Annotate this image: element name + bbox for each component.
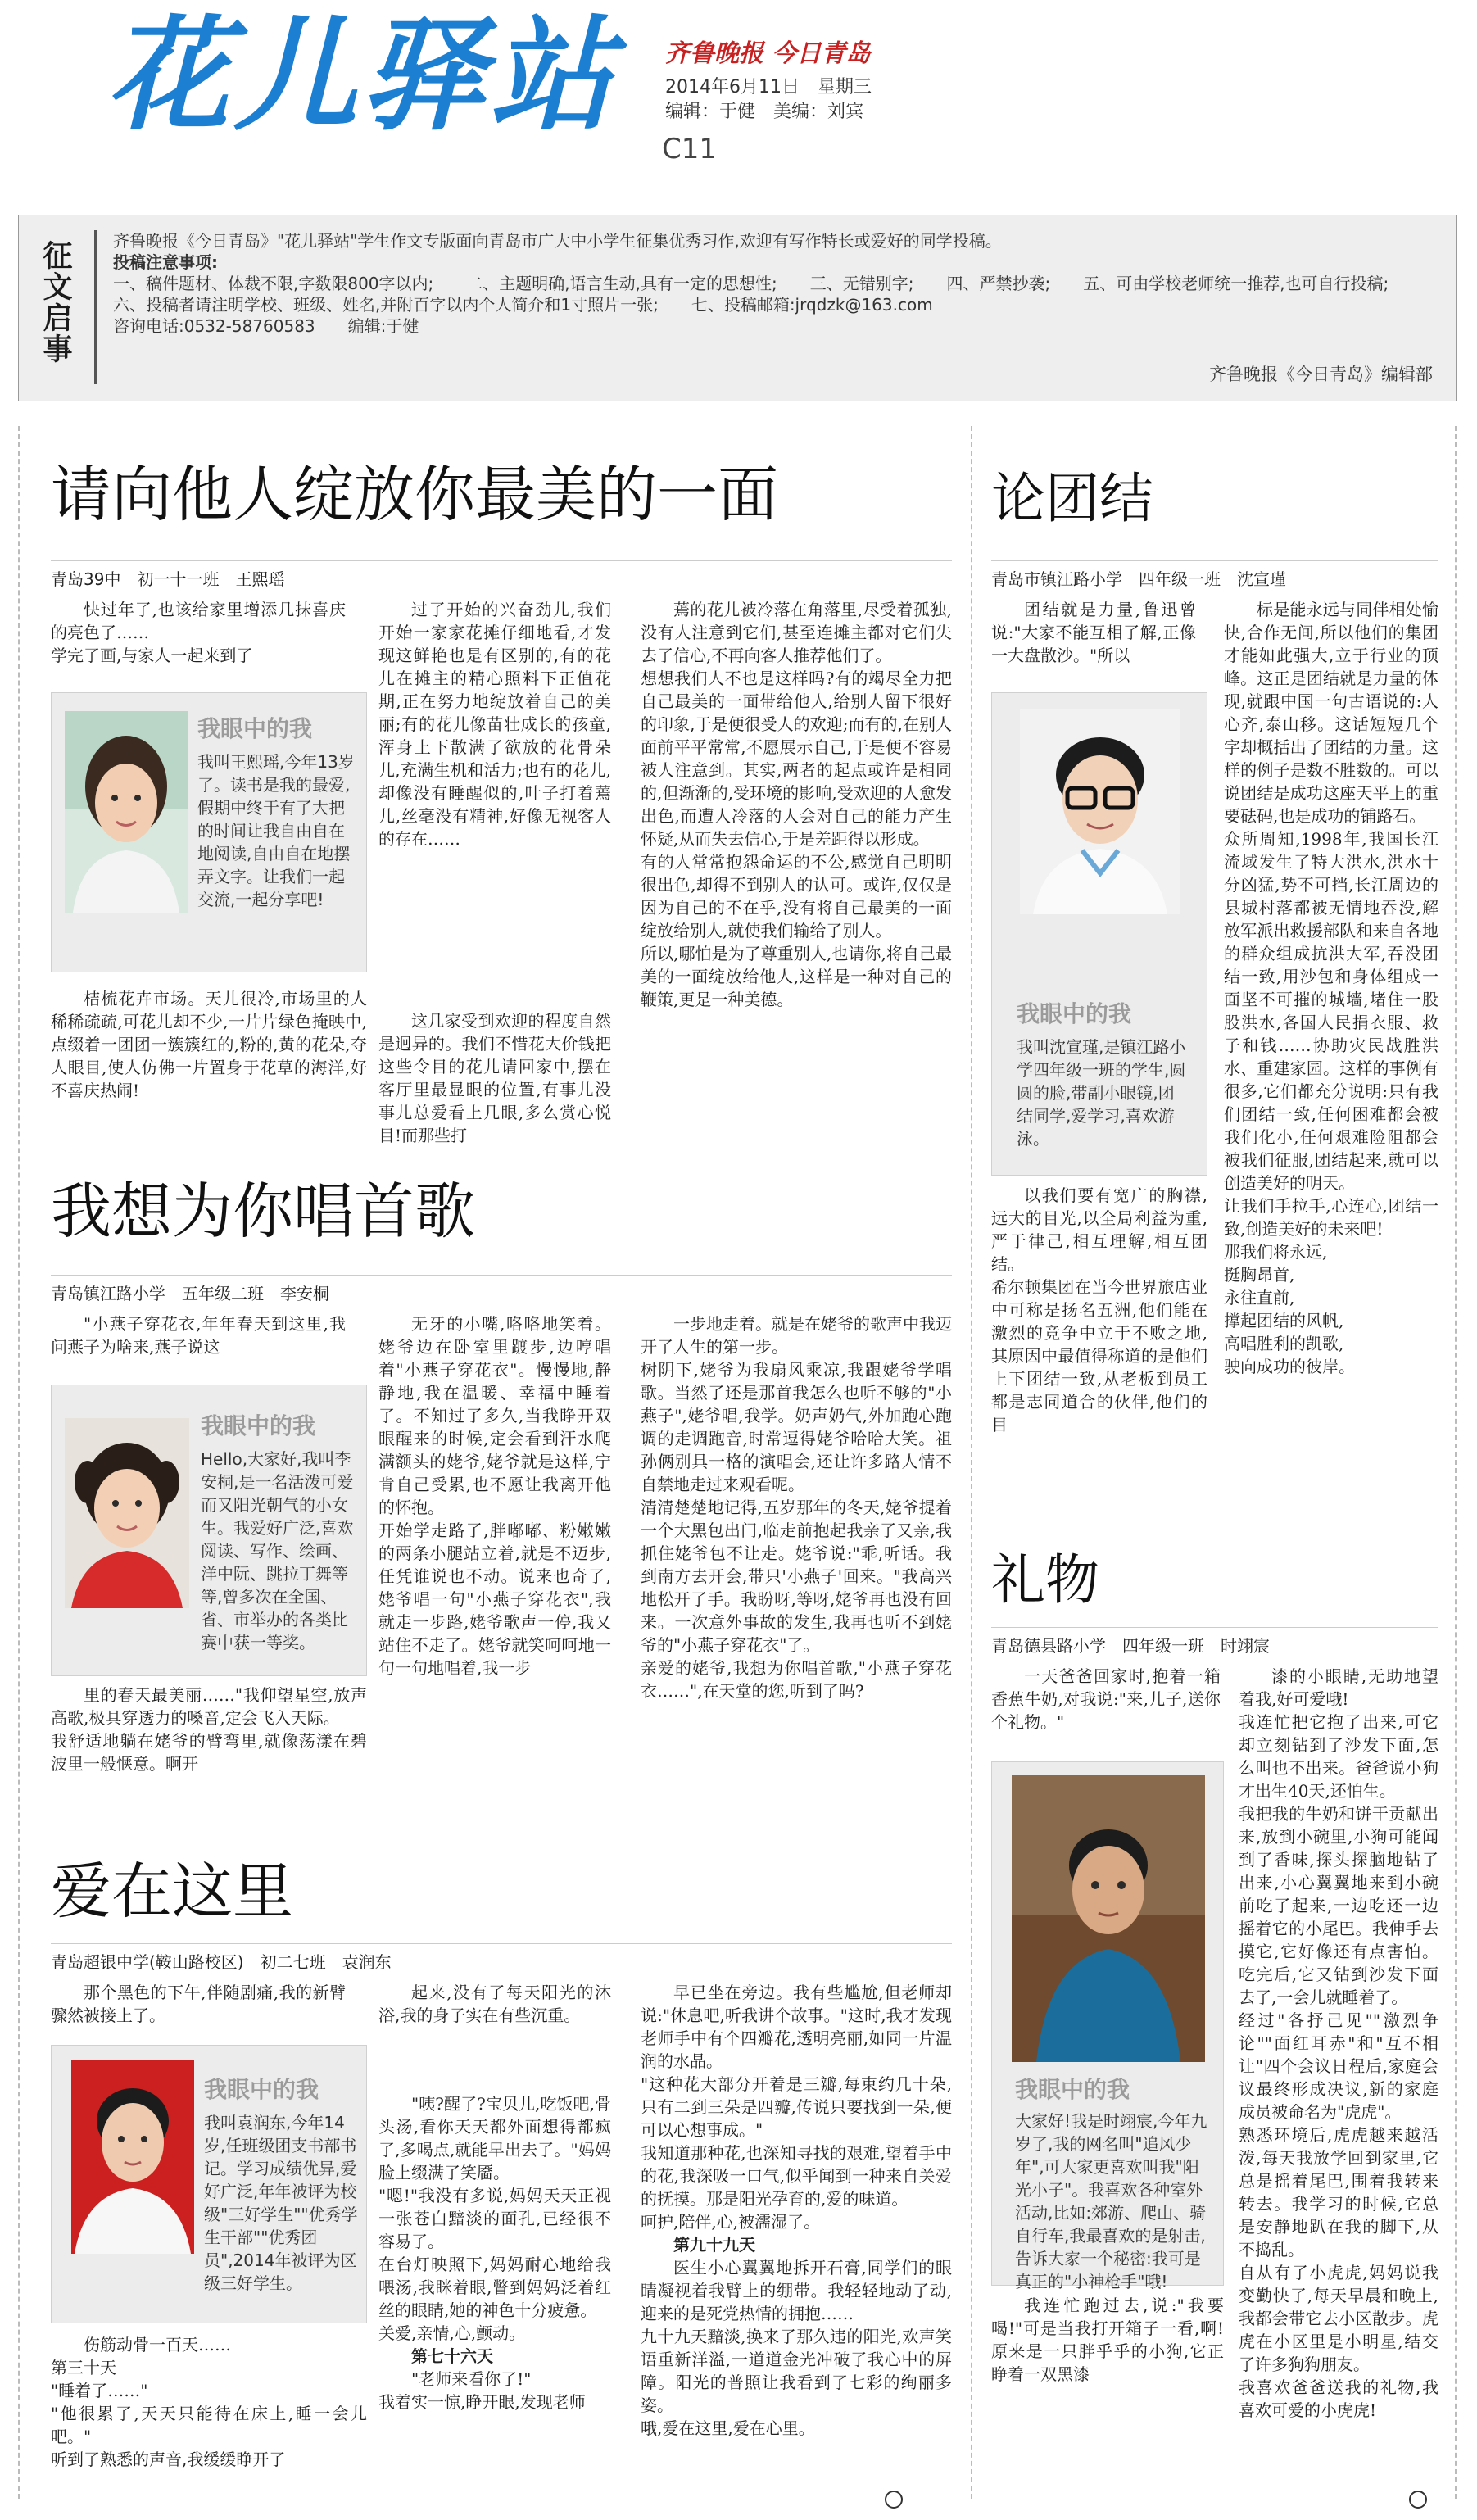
article-text [51,1981,346,2050]
article-text [641,1981,952,2497]
paragraph: 团结就是力量,鲁迅曾说:"大家不能互相了解,正像一大盘散沙。"所以 [991,600,1196,665]
notice-signature: 齐鲁晚报《今日青岛》编辑部 [1209,365,1433,384]
profile-heading: 我眼中的我 [204,2076,319,2103]
article-text [1224,598,1438,1532]
notice-line: 一、稿件题材、体裁不限,字数限800字以内; 二、主题明确,语言生动,具有一定的思想性; 三、无错别字; 四、严禁抄袭; 五、可由学校老师统一推荐,也可自行投稿; [113,274,1389,293]
newspaper-name: 齐鲁晚报 今日青岛 [665,39,871,68]
paragraph: 医生小心翼翼地拆开石膏,同学们的眼睛凝视着我臂上的绷带。我轻轻地动了动,迎来的是死党热情的拥抱…… 九十九天黯淡,换来了那久违的阳光,欢声笑语重新洋溢,一道道金光冲破了我心中的屏障。阳光的普照让我看到了七彩的绚丽多姿。 哦,爱在这里,爱在心里。 [641,2258,952,2438]
paragraph: "咦?醒了?宝贝儿,吃饭吧,骨头汤,看你天天都外面想得都疯了,多喝点,就能早出去了。"妈妈脸上缀满了笑靥。 "嗯!"我没有多说,妈妈天天正视一张苍白黯淡的面孔,已经很不容易了。 在台灯映照下,妈妈耐心地给我喂汤,我眯着眼,瞥到妈妈泛着红丝的眼睛,她的神色十分疲惫。 关爱,亲情,心,颤动。 [378,2094,611,2343]
article-text [1239,1665,1438,2492]
paragraph: 标是能永远与同伴相处愉快,合作无间,所以他们的集团才能如此强大,立于行业的顶峰。这正是团结就是力量的体现,就跟中国一句古语说的:人心齐,泰山移。这话短短几个字却概括出了团结的力量。这样的例子是数不胜数的。可以说团结是成功这座天平上的重要砝码,也是成功的铺路石。 众所周知,1998年,我国长江流域发生了特大洪水,洪水十分凶猛,势不可挡,长江周边的县城村落都被无情地吞没,解放军派出救援部队和来自各地的群众组成抗洪大军,吞没团结一致,用沙包和身体组成一面坚不可摧的城墙,堵住一股股洪水,各国人民捐衣服、救子和钱……协助灾民战胜洪水、重建家园。这样的事例有很多,它们都充分说明:只有我们团结一致,任何困难都会被我们化小,任何艰难险阻都会被我们征服,团结起来,就可以创造美好的明天。 让我们手拉手,心连心,团结一致,创造美好的未来吧! 那我们将永远, 挺胸昂首, 永往直前, 撑起团结的风帆, 高唱胜利的凯歌, 驶向成功的彼岸。 [1224,600,1438,1376]
page-edge-right [1455,426,1457,2499]
profile-text: 大家好!我是时翊宸,今年九岁了,我的网名叫"追风少年",可大家更喜欢叫我"阳光小子"。我喜欢各种室外活动,比如:郊游、爬山、骑自行车,我最喜欢的是射击,告诉大家一个秘密:我可是真正的"小神枪手"哦! [1015,2111,1207,2291]
author-profile [991,692,1207,1176]
author-photo [1012,1775,1205,2062]
paragraph: 早已坐在旁边。我有些尴尬,但老师却说:"休息吧,听我讲个故事。"这时,我才发现老师手中有个四瓣花,透明亮丽,如同一片温润的水晶。 "这种花大部分开着是三瓣,每束约几十朵,只有二到三朵是四瓣,传说只要找到一朵,便可以心想事成。" 我知道那种花,也深知寻找的艰难,望着手中的花,我深吸一口气,似乎闻到一种来自关爱的抚摸。那是阳光孕育的,爱的味道。 呵护,陪伴,心,被濡湿了。 [641,1983,952,2232]
paragraph: 一天爸爸回家时,抱着一箱香蕉牛奶,对我说:"来,儿子,送你个礼物。" [991,1666,1221,1732]
paragraph: 起来,没有了每天阳光的沐浴,我的身子实在有些沉重。 [378,1983,611,2025]
profile-heading: 我眼中的我 [201,1412,316,1439]
article-title: 论团结 [991,467,1153,530]
paragraph: "老师来看你了!" 我着实一惊,睁开眼,发现老师 [378,2369,586,2412]
paragraph: 我连忙跑过去,说:"我要喝!"可是当我打开箱子一看,啊!原来是一只胖乎乎的小狗,它正睁着一双黑漆 [991,2296,1224,2384]
paragraph: 漆的小眼睛,无助地望着我,好可爱哦! 我连忙把它抱了出来,可它却立刻钻到了沙发下面,怎么叫也不出来。爸爸说小狗才出生40天,还怕生。 我把我的牛奶和饼干贡献出来,放到小碗里,小狗可能闻到了香味,探头探脑地钻了出来,小心翼翼地来到小碗前吃了起来,一边吃还一边摇着它的小尾巴。我伸手去摸它,它好像还有点害怕。吃完后,它又钻到沙发下面去了,一会儿就睡着了。 经过"各抒己见""激烈争论""面红耳赤"和"互不相让"四个会议日程后,家庭会议最终形成决议,新的家庭成员被命名为"虎虎"。 熟悉环境后,虎虎越来越活泼,每天我放学回到家里,它总是摇着尾巴,围着我转来转去。我学习的时候,它总是安静地趴在我的脚下,从不捣乱。 自从有了小虎虎,妈妈说我变勤快了,每天早晨和晚上,我都会带它去小区散步。虎虎在小区里是小明星,结交了许多狗狗朋友。 我喜欢爸爸送我的礼物,我喜欢可爱的小虎虎! [1239,1666,1438,2420]
profile-text: 我叫沈宣瑾,是镇江路小学四年级一班的学生,圆圆的脸,带副小眼镜,团结同学,爱学习,喜欢游泳。 [1017,1037,1186,1149]
author-profile [51,2045,367,2323]
author-photo [65,1418,189,1608]
article-text [991,2294,1224,2491]
article-title: 爱在这里 [51,1856,293,1927]
paragraph: 快过年了,也该给家里增添几抹喜庆的亮色了…… 学完了画,与家人一起来到了 [51,600,346,665]
paragraph: 里的春天最美丽……"我仰望星空,放声高歌,极具穿透力的嗓音,定会飞入天际。 我舒适地躺在姥爷的臂弯里,就像荡漾在碧波里一般惬意。啊开 [51,1685,367,1774]
profile-heading: 我眼中的我 [1015,2076,1130,2103]
author-photo [1020,709,1180,914]
section-subheading: 第九十九天 [673,2235,755,2255]
article-text [51,2333,367,2497]
notice-line: 投稿注意事项: [113,252,218,272]
paragraph: 那个黑色的下午,伴随剧痛,我的新臂骤然被接上了。 [51,1983,346,2025]
paragraph: 蔫的花儿被冷落在角落里,尽受着孤独,没有人注意到它们,甚至连摊主都对它们失去了信心,不再向客人推荐他们了。 想想我们人不也是这样吗?有的竭尽全力把自己最美的一面带给他人,给别人留下很好的印象,于是便很受人的欢迎;而有的,在别人面前平平常常,不愿展示自己,于是便不容易被人注意到。其实,两者的起点或许是相同的,但渐渐的,受环境的影响,受欢迎的人愈发出色,而遭人冷落的人会对自己的能力产生怀疑,从而失去信心,于是差距得以形成。 有的人常常抱怨命运的不公,感觉自己明明很出色,却得不到别人的认可。或许,仅仅是因为自己的不在乎,没有将自己最美的一面绽放给别人,就使我们输给了别人。 所以,哪怕是为了尊重别人,也请你,将自己最美的一面绽放给他人,这样是一种对自己的鞭策,更是一种美德。 [641,600,952,1009]
article-byline: 青岛超银中学(鞍山路校区) 初二七班 袁润东 [51,1943,952,1973]
article-byline: 青岛39中 初一十一班 王熙瑶 [51,560,952,590]
author-photo [65,711,188,913]
profile-text: 我叫王熙瑶,今年13岁了。读书是我的最爱,假期中终于有了大把的时间让我自由自在地阅读,自由自在地摆弄文字。让我们一起交流,一起分享吧! [197,752,355,909]
notice-line: 六、投稿者请注明学校、班级、姓名,并附百字以内个人简介和1寸照片一张; 七、投稿邮箱:jrqdzk@163.com [113,295,933,315]
article-text [378,1009,611,1145]
issue-info [665,75,872,125]
notice-divider [94,230,97,384]
paragraph: 一步地走着。就是在姥爷的歌声中我迈开了人生的第一步。 树阴下,姥爷为我扇风乘凉,我跟姥爷学唱歌。当然了还是那首我怎么也听不够的"小燕子",姥爷唱,我学。奶声奶气,外加跑心跑调的走调跑音,时常逗得姥爷哈哈大笑。祖孙俩别具一格的演唱会,还让许多路人情不自禁地走过来观看呢。 清清楚楚地记得,五岁那年的冬天,姥爷提着一个大黑包出门,临走前抱起我亲了又亲,我抓住姥爷包不让走。姥爷说:"乖,听话。我到南方去开会,带只'小燕子'回来。"我高兴地松开了手。我盼呀,等呀,姥爷再也没有回来。一次意外事故的发生,我再也听不到姥爷的"小燕子穿花衣"了。 亲爱的姥爷,我想为你唱首歌,"小燕子穿花衣……",在天堂的您,听到了吗? [641,1314,952,1701]
article-text [51,1684,367,1831]
article-text [51,598,346,688]
article-text [378,598,611,999]
paragraph: 无牙的小嘴,咯咯地笑着。姥爷边在卧室里踱步,边哼唱着"小燕子穿花衣"。慢慢地,静静地,我在温暖、幸福中睡着了。不知过了多久,当我睁开双眼醒来的时候,定会看到汗水爬满额头的姥爷,姥爷就是这样,宁肯自己受累,也不愿让我离开他的怀抱。 开始学走路了,胖嘟嘟、粉嫩嫩的两条小腿站立着,就是不迈步,任凭谁说也不动。说来也奇了,姥爷唱一句"小燕子穿花衣",我就走一步路,姥爷歌声一停,我又站住不走了。姥爷就笑呵呵地一句一句地唱着,我一步 [378,1314,611,1678]
article-text [991,1665,1221,1755]
column-edge [971,426,972,2499]
page-edge-left [18,426,20,2499]
article-text [641,598,952,1139]
article-title: 我想为你唱首歌 [51,1176,475,1247]
article-title: 礼物 [991,1548,1099,1611]
author-profile [51,692,367,972]
section-subheading: 第七十六天 [411,2346,493,2366]
paragraph: 桔梳花卉市场。天儿很冷,市场里的人稀稀疏疏,可花儿却不少,一片片绿色掩映中,点缀着一团团一簇簇红的,粉的,黄的花朵,夺人眼目,使人仿佛一片置身于花草的海洋,好不喜庆热闹! [51,989,367,1100]
paragraph: "小燕子穿花衣,年年春天到这里,我问燕子为啥来,燕子说这 [51,1314,346,1357]
article-text [991,1184,1207,1528]
profile-heading: 我眼中的我 [1017,1000,1132,1027]
article-text [378,1981,611,2497]
article-byline: 青岛德县路小学 四年级一班 时翊宸 [991,1627,1438,1657]
registration-mark-icon [1409,2491,1427,2509]
page-number: C11 [662,133,718,165]
profile-text: 我叫袁润东,今年14岁,任班级团支书部书记。学习成绩优异,爱好广泛,年年被评为校级"三好学生""优秀学生干部""优秀团员",2014年被评为区级三好学生。 [204,2113,358,2293]
author-profile [51,1385,367,1676]
notice-line: 齐鲁晚报《今日青岛》"花儿驿站"学生作文专版面向青岛市广大中小学生征集优秀习作,欢迎有写作特长或爱好的同学投稿。 [113,231,1002,251]
issue-date: 2014年6月11日 星期三 [665,77,872,97]
paragraph: 过了开始的兴奋劲儿,我们开始一家家花摊仔细地看,才发现这鲜艳也是有区别的,有的花儿在摊主的精心照料下正值花期,正在努力地绽放着自己的美丽;有的花儿像苗壮成长的孩童,浑身上下散满了欲放的花骨朵儿,充满生机和活力;也有的花儿,却像没有睡醒似的,叶子打着蔫儿,丝毫没有精神,好像无视客人的存在…… [378,600,611,849]
author-photo [71,2060,194,2254]
article-text [991,598,1196,688]
author-profile [991,1761,1224,2291]
issue-editors: 编辑：于健 美编：刘宾 [665,102,864,122]
registration-mark-icon [885,2491,903,2509]
article-text [378,1312,611,1837]
article-byline: 青岛镇江路小学 五年级二班 李安桐 [51,1275,952,1304]
call-for-submissions-box [18,215,1457,401]
article-title: 请向他人绽放你最美的一面 [51,460,778,530]
paragraph: 伤筋动骨一百天…… 第三十天 "睡着了……" "他很累了,天天只能待在床上,睡一会儿吧。" 听到了熟悉的声音,我缓缓睁开了 [51,2335,367,2469]
article-byline: 青岛市镇江路小学 四年级一班 沈宣瑾 [991,560,1438,590]
profile-text: Hello,大家好,我叫李安桐,是一名活泼可爱而又阳光朝气的小女生。我爱好广泛,喜欢阅读、写作、绘画、洋中阮、跳拉丁舞等等,曾多次在全国、省、市举办的各类比赛中获一等奖。 [201,1449,354,1652]
notice-line: 咨询电话:0532-58760583 编辑:于健 [113,316,419,336]
article-text [641,1312,952,1837]
paragraph: 这几家受到欢迎的程度自然是迥异的。我们不惜花大价钱把这些令目的花儿请回家中,摆在客厅里最显眼的位置,有事儿没事儿总爱看上几眼,多么赏心悦目!而那些打 [378,1011,611,1145]
profile-heading: 我眼中的我 [197,715,313,742]
paragraph: 以我们要有宽广的胸襟,远大的目光,以全局利益为重,严于律己,相互理解,相互团结。 希尔顿集团在当今世界旅店业中可称是扬名五洲,他们能在激烈的竞争中立于不败之地,其原因中最值得称道的是他们上下团结一致,从老板到员工都是志同道合的伙伴,他们的目 [991,1185,1207,1434]
article-text [51,987,367,1135]
article-text [51,1312,346,1381]
page-section-title: 花儿驿站 [106,5,618,147]
notice-body [113,230,1440,337]
notice-title: 征文启事 [39,240,72,365]
